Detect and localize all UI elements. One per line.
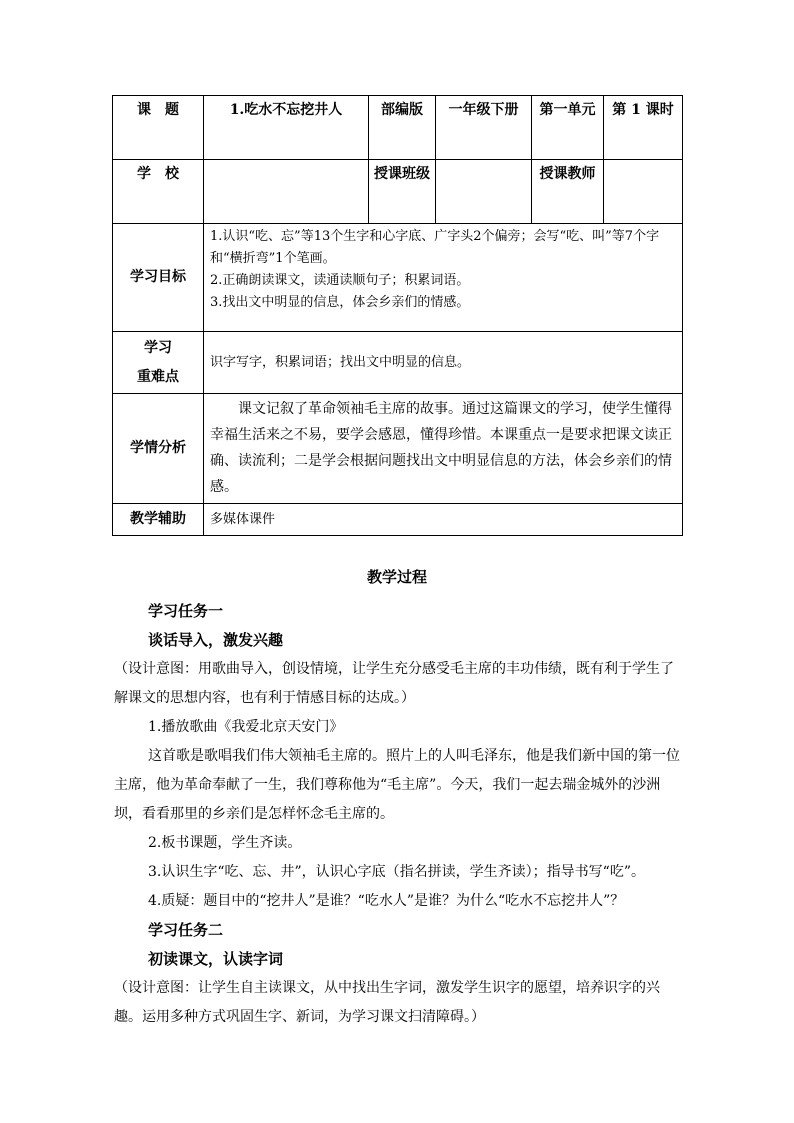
edition: 部编版 (369, 96, 436, 160)
label-keypoints-line1: 学习 (144, 339, 172, 356)
objective-item: 1.认识“吃、忘”等13个生字和心字底、广字头2个偏旁；会写“吃、叫”等7个字和“横折弯”1个笔画。 (210, 229, 660, 266)
table-row-aids (113, 504, 683, 536)
process-heading: 教学过程 (366, 568, 427, 586)
label-school: 学 校 (113, 160, 204, 224)
task2-subtitle: 初读课文，认读字词 (148, 950, 284, 968)
class-value (436, 160, 532, 224)
label-aids: 教学辅助 (113, 504, 204, 536)
label-class: 授课班级 (369, 160, 436, 224)
school-value (204, 160, 369, 224)
table-row-objectives (113, 224, 683, 332)
label-lesson-title: 课 题 (113, 96, 204, 160)
lesson-info-table (112, 95, 683, 536)
label-objectives: 学习目标 (113, 224, 204, 332)
analysis-text: 课文记叙了革命领袖毛主席的故事。通过这篇课文的学习，使学生懂得幸福生活来之不易，要学会感恩，懂得珍惜。本课重点一是要求把课文读正确、读流利；二是学会根据问题找出文中明显信息的方法，体会乡亲们的情感。 (204, 394, 683, 504)
task1-paragraph: 这首歌是歌唱我们伟大领袖毛主席的。照片上的人叫毛泽东，他是我们新中国的第一位主席，他为革命奉献了一生，我们尊称他为“毛主席”。今天，我们一起去瑞金城外的沙洲坝，看看那里的乡亲们是怎样怀念毛主席的。 (114, 748, 680, 822)
label-keypoints (113, 332, 204, 394)
label-teacher: 授课教师 (532, 160, 604, 224)
process-body (114, 597, 682, 1032)
task1-subtitle: 谈话导入，激发兴趣 (148, 631, 284, 649)
task1-step4: 4.质疑：题目中的“挖井人”是谁？“吃水人”是谁？为什么“吃水不忘挖井人”？ (148, 893, 625, 909)
period: 第 1 课时 (604, 96, 683, 160)
table-row-keypoints (113, 332, 683, 394)
objective-item: 2.正确朗读课文，读通读顺句子；积累词语。 (210, 273, 470, 288)
task2-title: 学习任务二 (148, 921, 224, 939)
task1-step1: 1.播放歌曲《我爱北京天安门》 (148, 719, 344, 735)
task1-step2: 2.板书课题，学生齐读。 (148, 835, 302, 851)
table-row-title (113, 96, 683, 160)
task1-title: 学习任务一 (148, 602, 224, 620)
task1-design-note: （设计意图：用歌曲导入，创设情境，让学生充分感受毛主席的丰功伟绩，既有利于学生了解课文的思想内容，也有利于情感目标的达成。） (114, 661, 674, 706)
lesson-title: 1.吃水不忘挖井人 (204, 96, 369, 160)
table-row-analysis (113, 394, 683, 504)
teacher-value (604, 160, 683, 224)
unit: 第一单元 (532, 96, 604, 160)
aids-text: 多媒体课件 (204, 504, 683, 536)
keypoints-text: 识字写字，积累词语；找出文中明显的信息。 (204, 332, 683, 394)
task1-step3: 3.认识生字“吃、忘、井”，认识心字底（指名拼读，学生齐读）；指导书写“吃”。 (148, 864, 645, 880)
objectives-cell (204, 224, 683, 332)
task2-design-note: （设计意图：让学生自主读课文，从中找出生字词，激发学生识字的愿望，培养识字的兴趣。运用多种方式巩固生字、新词，为学习课文扫清障碍。） (114, 980, 660, 1025)
label-analysis: 学情分析 (113, 394, 204, 504)
grade: 一年级下册 (436, 96, 532, 160)
table-row-school (113, 160, 683, 224)
label-keypoints-line2: 重难点 (137, 368, 179, 385)
objective-item: 3.找出文中明显的信息，体会乡亲们的情感。 (210, 295, 470, 310)
